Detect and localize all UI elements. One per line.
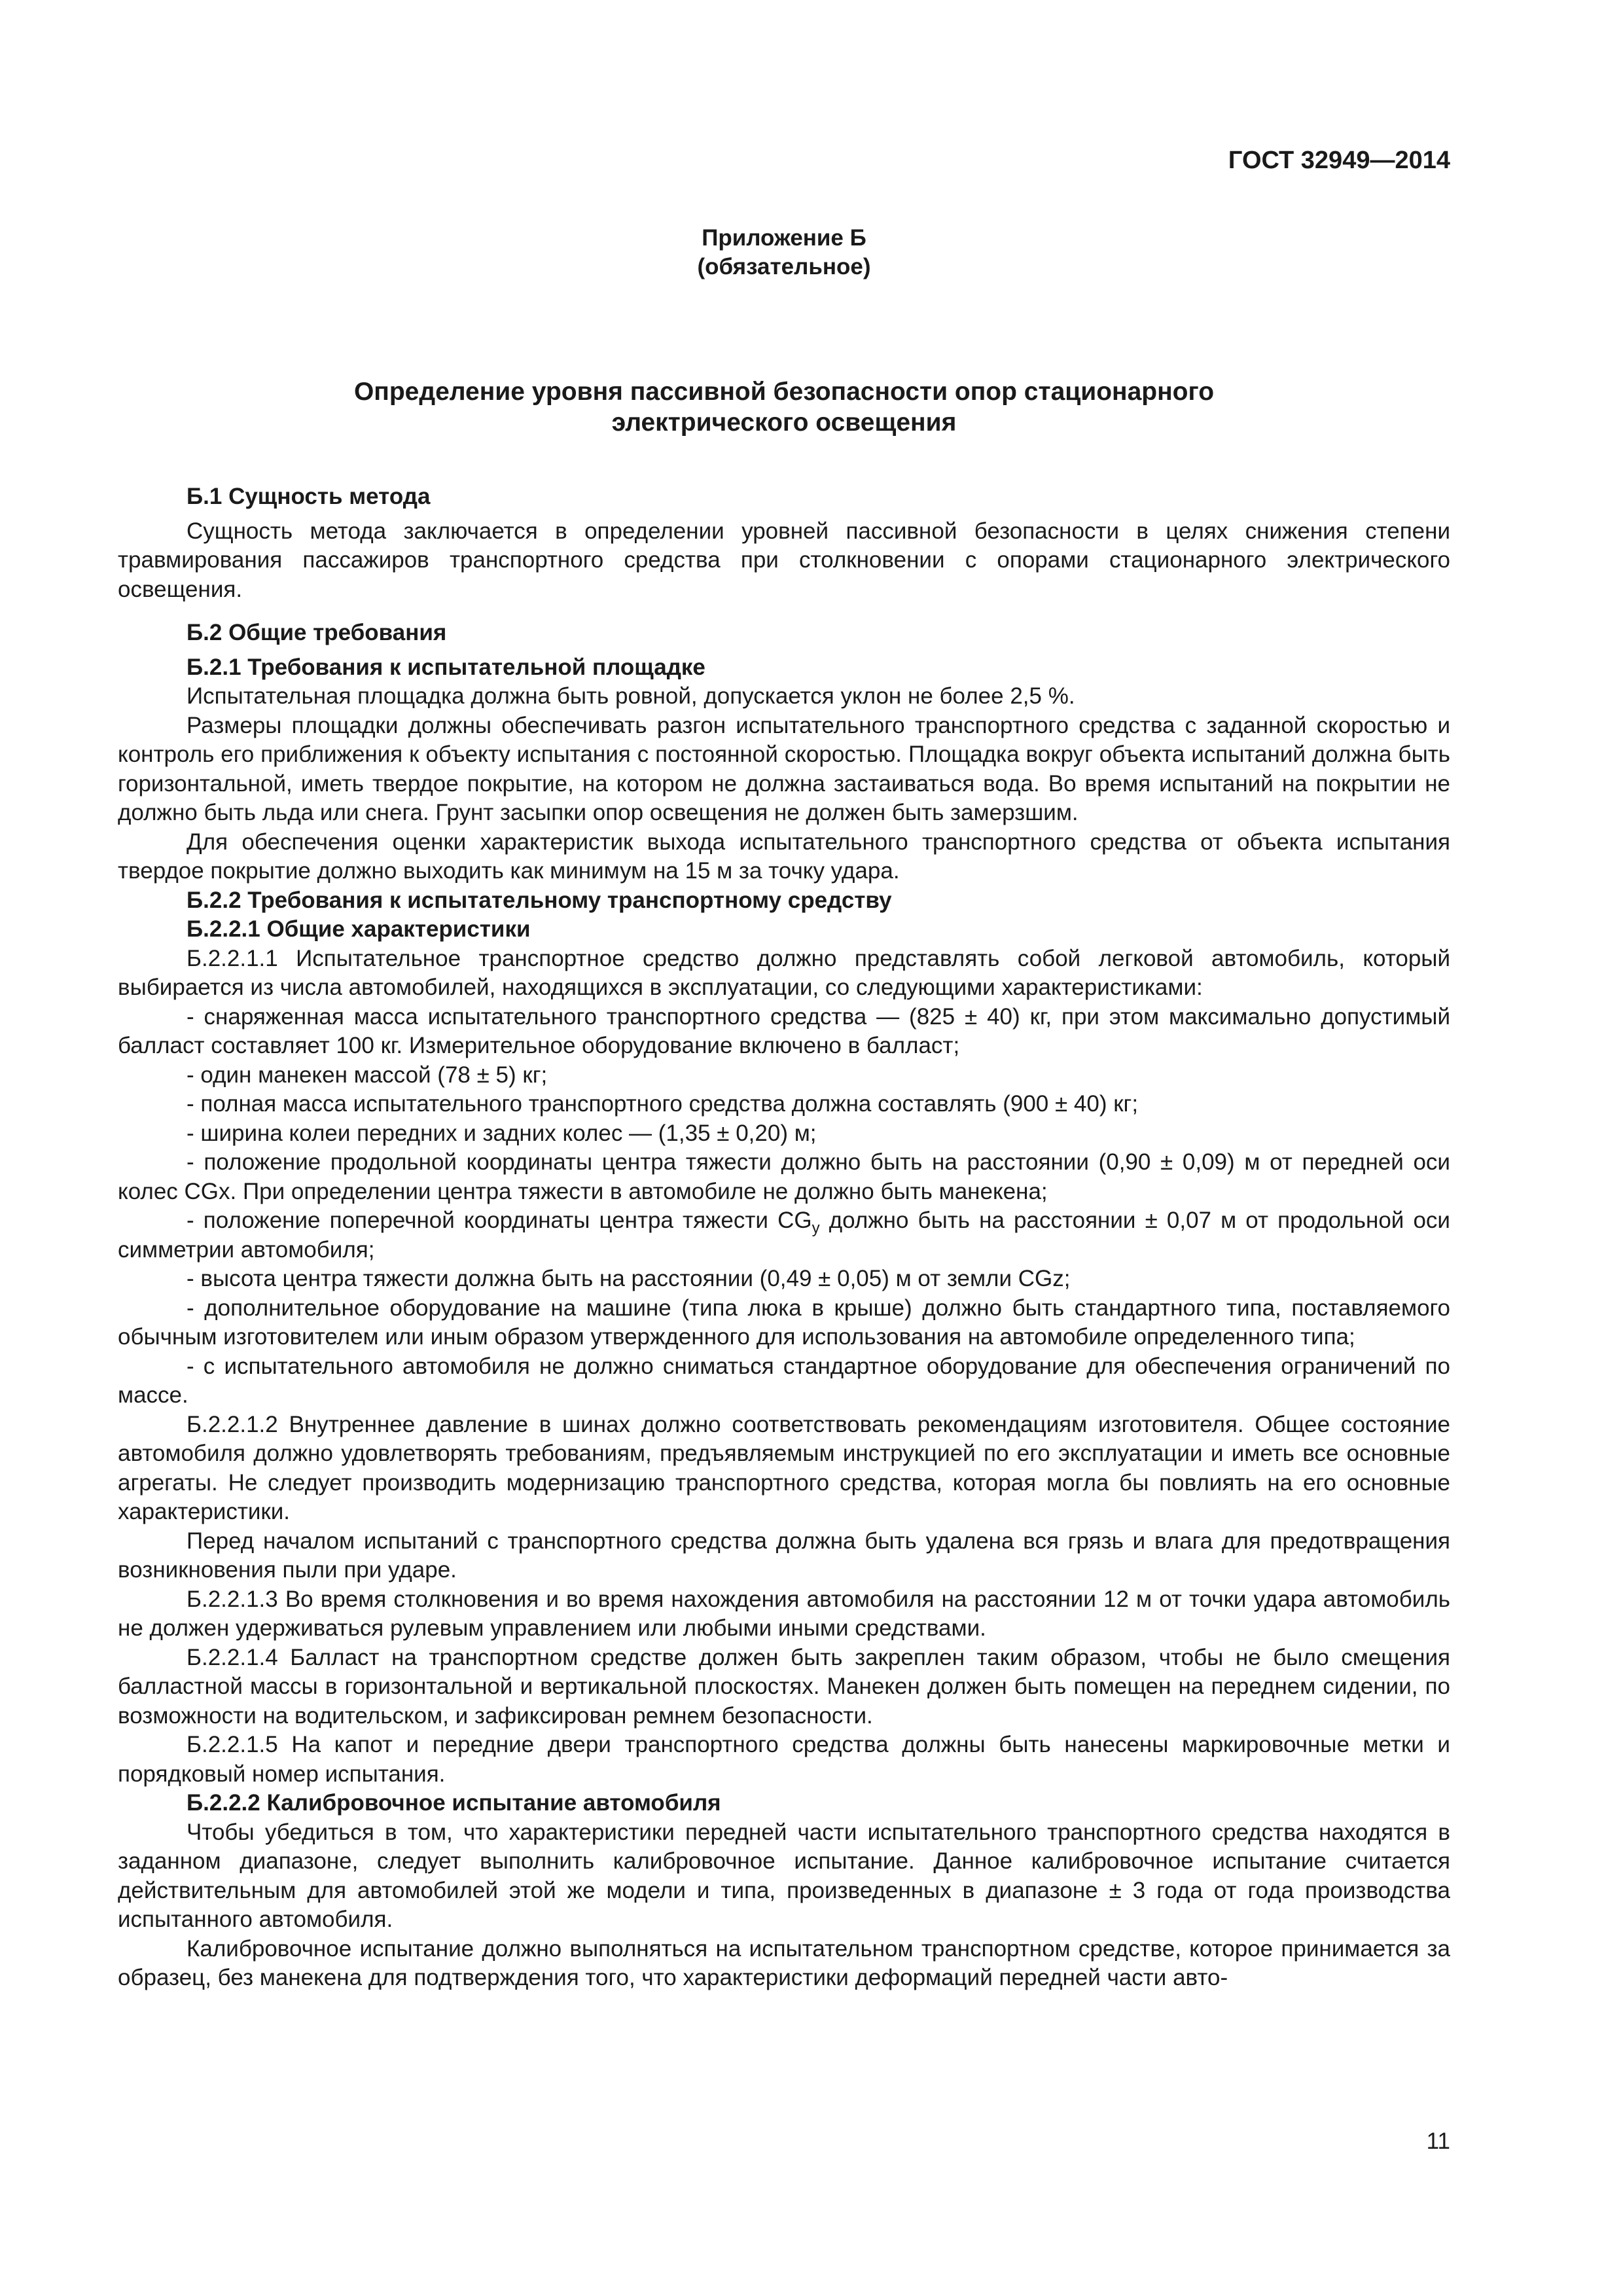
paragraph: Перед началом испытаний с транспортного средства должна быть удалена вся грязь и влага для предотвращения возникновения пыли при ударе. [118,1528,1450,1583]
title-line-1: Определение уровня пассивной безопасности опор стационарного [353,378,1215,406]
list-item: - полная масса испытательного транспортного средства должна составлять (900 ± 40) кг; [187,1091,1139,1117]
section-heading-b2: Б.2 Общие требования [187,620,447,645]
document-page [118,0,1450,2296]
page-number: 11 [1426,2128,1450,2154]
paragraph: Б.2.2.1.2 Внутреннее давление в шинах должно соответствовать рекомендациям изготовителя. Общее состояние автомобиля должно удовлетворять требованиям, предъявляемым инструкцией по его эксплуатации и иметь все основные агрегаты. Не следует производить модернизацию транспортного средства, которая могла бы повлиять на его основные характеристики. [118,1411,1450,1524]
paragraph: Б.2.2.1.4 Балласт на транспортном средстве должен быть закреплен таким образом, чтобы не было смещения балластной массы в горизонтальной и вертикальной плоскостях. Манекен должен быть помещен на переднем сидении, по возможности на водительском, и зафиксирован ремнем безопасности. [118,1644,1450,1729]
section-heading-b21: Б.2.1 Требования к испытательной площадке [187,654,705,680]
list-item: - снаряженная масса испытательного транспортного средства — (825 ± 40) кг, при этом максимально допустимый балласт составляет 100 кг. Измерительное оборудование включено в балласт; [118,1003,1450,1058]
appendix-heading [118,224,1450,281]
paragraph: Б.2.2.1.1 Испытательное транспортное средство должно представлять собой легковой автомобиль, который выбирается из числа автомобилей, находящихся в эксплуатации, со следующими характеристиками: [118,945,1450,1000]
list-item: - дополнительное оборудование на машине (типа люка в крыше) должно быть стандартного типа, поставляемого обычным изготовителем или иным образом утвержденного для использования на автомобиле определенного типа; [118,1295,1450,1350]
appendix-status: (обязательное) [697,254,871,279]
section-heading-b1: Б.1 Сущность метода [187,484,431,509]
paragraph: Для обеспечения оценки характеристик выхода испытательного транспортного средства от объекта испытания твердое покрытие должно выходить как минимум на 15 м за точку удара. [118,829,1450,884]
paragraph: Калибровочное испытание должно выполняться на испытательном транспортном средстве, которое принимается за образец, без манекена для подтверждения того, что характеристики деформаций передней части авто- [118,1935,1450,1990]
list-item: - с испытательного автомобиля не должно сниматься стандартное оборудование для обеспечения ограничений по массе. [118,1353,1450,1408]
standard-number: ГОСТ 32949—2014 [1228,147,1450,174]
list-item: - положение продольной координаты центра тяжести должно быть на расстоянии (0,90 ± 0,09) м от передней оси колес CGx. При определении центра тяжести в автомобиле не должно быть манекена; [118,1149,1450,1204]
list-item: - один манекен массой (78 ± 5) кг; [187,1062,548,1088]
list-item: - положение поперечной координаты центра тяжести $CG_y$ должно быть на расстоянии ± 0,07 м от продольной оси симметрии автомобиля; [118,1208,1450,1263]
paragraph: Чтобы убедиться в том, что характеристики передней части испытательного транспортного средства находятся в заданном диапазоне, следует выполнить калибровочное испытание. Данное калибровочное испытание считается действительным для автомобилей этой же модели и типа, произведенных в диапазоне ± 3 года от года производства испытанного автомобиля. [118,1819,1450,1932]
paragraph: Б.2.2.1.3 Во время столкновения и во время нахождения автомобиля на расстоянии 12 м от точки удара автомобиль не должен удерживаться рулевым управлением или любыми иными средствами. [118,1586,1450,1641]
section-b1-text: Сущность метода заключается в определении уровней пассивной безопасности в целях снижения степени травмирования пассажиров транспортного средства при столкновении с опорами стационарного электрического освещения. [118,518,1450,602]
paragraph: Размеры площадки должны обеспечивать разгон испытательного транспортного средства с заданной скоростью и контроль его приближения к объекту испытания с постоянной скоростью. Площадка вокруг объекта испытаний должна быть горизонтальной, иметь твердое покрытие, на котором не должна застаиваться вода. Во время испытаний на покрытии не должно быть льда или снега. Грунт засыпки опор освещения не должен быть замерзшим. [118,712,1450,825]
document-title [118,376,1450,438]
section-heading-b221: Б.2.2.1 Общие характеристики [187,916,531,942]
list-item: - высота центра тяжести должна быть на расстоянии (0,49 ± 0,05) м от земли CGz; [187,1266,1071,1291]
paragraph: Б.2.2.1.5 На капот и передние двери транспортного средства должны быть нанесены маркировочные метки и порядковый номер испытания. [118,1732,1450,1787]
title-line-2: электрического освещения [611,408,957,437]
appendix-label: Приложение Б [702,225,866,251]
list-item: - ширина колеи передних и задних колес — (1,35 ± 0,20) м; [187,1120,817,1146]
section-heading-b22: Б.2.2 Требования к испытательному транспортному средству [187,887,892,913]
section-heading-b222: Б.2.2.2 Калибровочное испытание автомобиля [187,1790,721,1816]
document-body [118,482,1450,1993]
paragraph: Испытательная площадка должна быть ровной, допускается уклон не более 2,5 %. [187,683,1075,709]
